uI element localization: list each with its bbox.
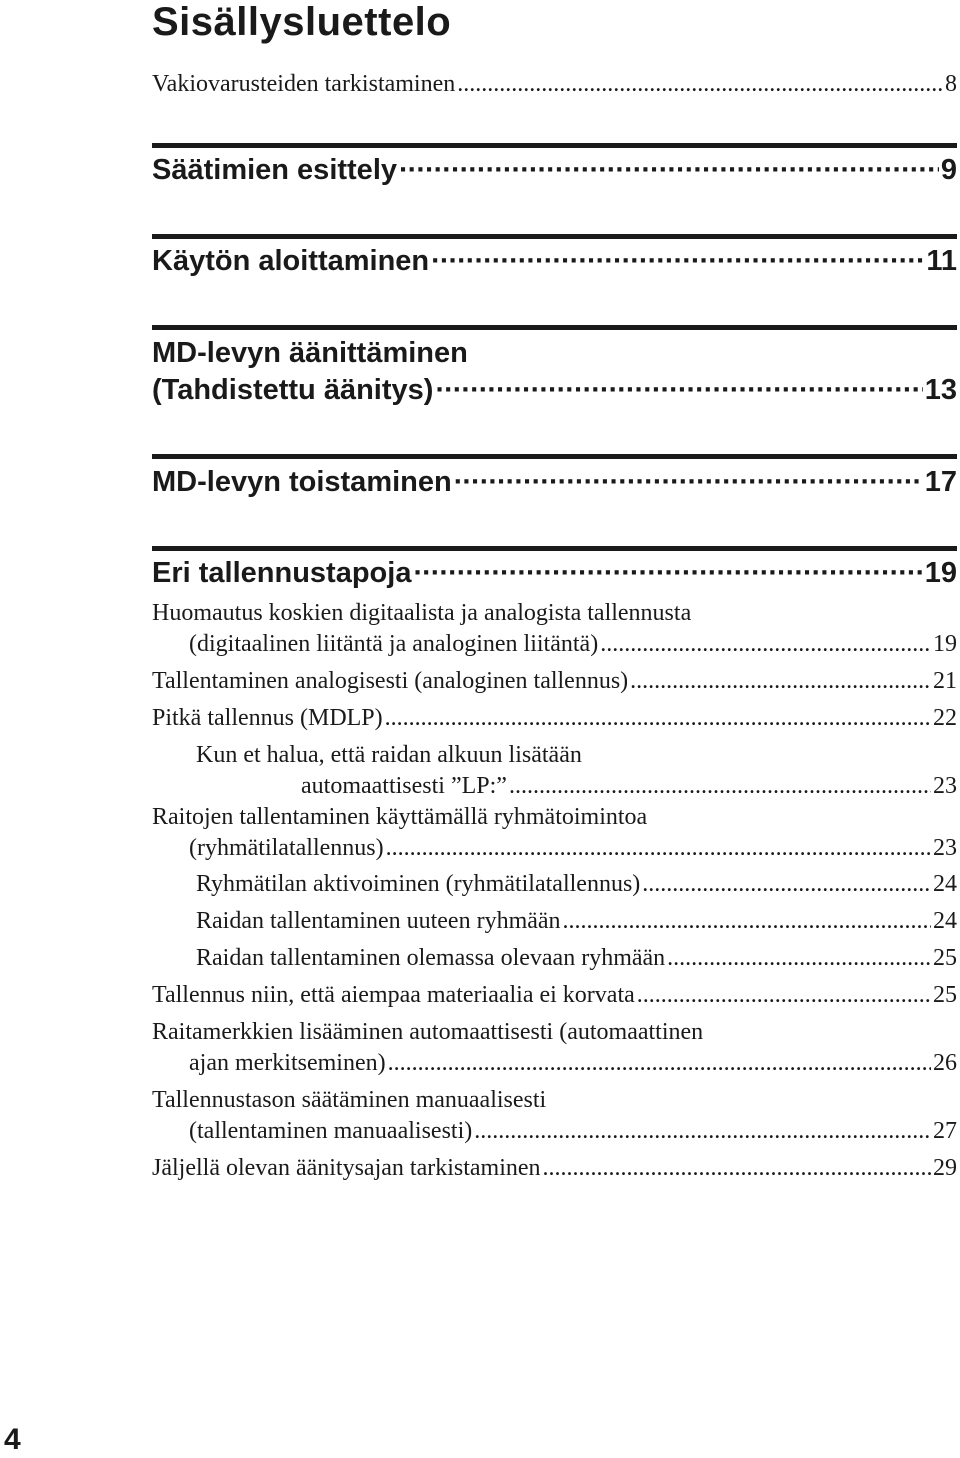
- toc-page-number: 11: [926, 245, 957, 277]
- toc-page-number: 23: [933, 773, 957, 799]
- toc-subentry[interactable]: [196, 740, 957, 802]
- toc-page-number: 21: [933, 668, 957, 694]
- toc-entry-label: Raidan tallentaminen olemassa olevaan ryhmään: [196, 945, 666, 971]
- toc-page-number: 25: [933, 982, 957, 1008]
- dot-leader: [543, 1153, 931, 1184]
- toc-entry[interactable]: [152, 1153, 957, 1184]
- toc-subentry[interactable]: [196, 943, 957, 974]
- toc-entry[interactable]: [152, 1017, 957, 1079]
- section-divider: [152, 454, 957, 459]
- toc-page-number: 19: [933, 631, 957, 657]
- dot-leader: [399, 152, 939, 189]
- toc-entry-label: Huomautus koskien digitaalista ja analogista tallennusta: [152, 600, 692, 626]
- dot-leader: [667, 943, 931, 974]
- section-divider: [152, 234, 957, 239]
- toc-entry-label: ajan merkitseminen): [189, 1050, 386, 1076]
- toc-entry-label: Ryhmätilan aktivoiminen (ryhmätilatallennus): [196, 871, 641, 897]
- dot-leader: [385, 703, 931, 734]
- toc-section-recording-methods[interactable]: [152, 555, 957, 592]
- toc-page-number: 22: [933, 705, 957, 731]
- dot-leader: [637, 980, 931, 1011]
- toc-section-label: MD-levyn äänittäminen: [152, 337, 468, 369]
- dot-leader: [454, 464, 923, 501]
- toc-section-label: Eri tallennustapoja: [152, 557, 412, 589]
- page-number: 4: [4, 1423, 21, 1456]
- dot-leader: [431, 243, 924, 280]
- toc-entry[interactable]: [152, 598, 957, 660]
- dot-leader: [474, 1116, 931, 1147]
- page-title: Sisällysluettelo: [152, 0, 452, 44]
- section-divider: [152, 546, 957, 551]
- dot-leader: [435, 372, 922, 409]
- toc-section-label: (Tahdistettu äänitys): [152, 374, 434, 406]
- toc-entry-label: automaattisesti ”LP:”: [301, 773, 507, 799]
- dot-leader: [600, 629, 931, 660]
- toc-entry-label: Pitkä tallennus (MDLP): [152, 705, 383, 731]
- toc-subentry[interactable]: [196, 906, 957, 937]
- toc-entry-label: Raitamerkkien lisääminen automaattisesti (automaattinen: [152, 1019, 704, 1045]
- toc-page-number: 25: [933, 945, 957, 971]
- toc-page-number: 9: [940, 154, 957, 186]
- toc-entry[interactable]: [152, 1085, 957, 1147]
- toc-section-getting-started[interactable]: [152, 243, 957, 280]
- toc-page-number: 23: [933, 835, 957, 861]
- dot-leader: [642, 869, 931, 900]
- toc-entry-label: (tallentaminen manuaalisesti): [189, 1118, 473, 1144]
- toc-entry-label: Kun et halua, että raidan alkuun lisätään: [196, 742, 582, 768]
- toc-page-number: 13: [924, 374, 957, 406]
- toc-section-label: Säätimien esittely: [152, 154, 397, 186]
- toc-entry[interactable]: [152, 980, 957, 1011]
- dot-leader: [386, 833, 931, 864]
- dot-leader: [388, 1048, 931, 1079]
- dot-leader: [457, 69, 943, 100]
- dot-leader: [413, 555, 922, 592]
- toc-page-number: 27: [933, 1118, 957, 1144]
- section-divider: [152, 325, 957, 330]
- toc-entry-label: Jäljellä olevan äänitysajan tarkistaminen: [152, 1155, 541, 1181]
- toc-entry-equipment-check[interactable]: [152, 69, 957, 100]
- toc-section-label: Käytön aloittaminen: [152, 245, 430, 277]
- toc-entry-label: Vakiovarusteiden tarkistaminen: [152, 71, 456, 97]
- toc-entry-label: Raidan tallentaminen uuteen ryhmään: [196, 908, 561, 934]
- dot-leader: [509, 771, 931, 802]
- toc-entry-label: Raitojen tallentaminen käyttämällä ryhmätoimintoa: [152, 804, 648, 830]
- toc-entry-label: Tallentaminen analogisesti (analoginen tallennus): [152, 668, 629, 694]
- toc-entry[interactable]: [152, 802, 957, 864]
- toc-page-number: 24: [933, 908, 957, 934]
- toc-entry-label: Tallennustason säätäminen manuaalisesti: [152, 1087, 547, 1113]
- toc-page-number: 24: [933, 871, 957, 897]
- toc-page-number: 8: [945, 71, 957, 97]
- toc-entry[interactable]: [152, 703, 957, 734]
- toc-subentry[interactable]: [196, 869, 957, 900]
- toc-page-number: 26: [933, 1050, 957, 1076]
- toc-entry-label: (ryhmätilatallennus): [189, 835, 384, 861]
- toc-entry-label: Tallennus niin, että aiempaa materiaalia ei korvata: [152, 982, 635, 1008]
- toc-entry[interactable]: [152, 666, 957, 697]
- toc-page-number: 19: [924, 557, 957, 589]
- toc-section-controls[interactable]: [152, 152, 957, 189]
- toc-page-number: 17: [924, 466, 957, 498]
- toc-section-md-playback[interactable]: [152, 464, 957, 501]
- toc-page-number: 29: [933, 1155, 957, 1181]
- section-divider: [152, 143, 957, 148]
- toc-section-md-recording[interactable]: [152, 335, 957, 409]
- dot-leader: [563, 906, 931, 937]
- toc-section-label: MD-levyn toistaminen: [152, 466, 452, 498]
- toc-entry-label: (digitaalinen liitäntä ja analoginen liitäntä): [189, 631, 599, 657]
- dot-leader: [630, 666, 931, 697]
